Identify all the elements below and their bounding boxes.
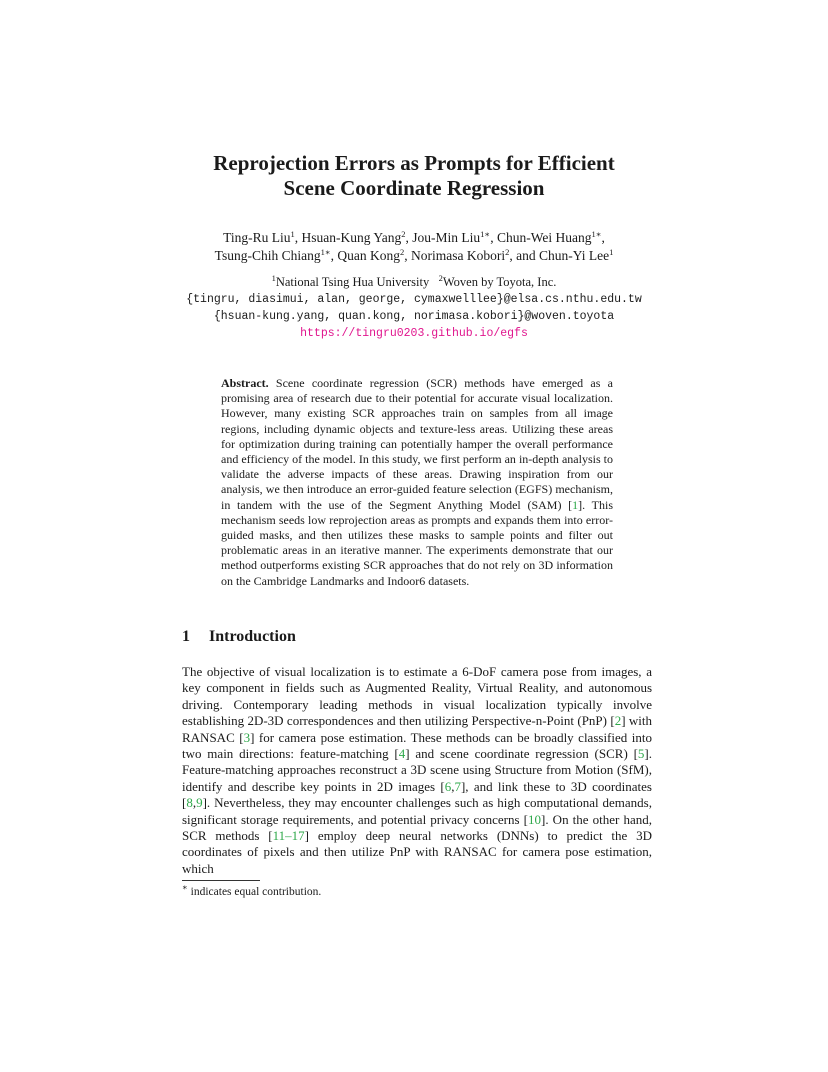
citation-link[interactable]: 10	[528, 811, 541, 827]
affiliation-mark: 2	[401, 229, 406, 239]
title-line-2: Scene Coordinate Regression	[283, 176, 545, 200]
affiliations-block	[0, 274, 828, 342]
affiliation-mark: 1	[290, 229, 295, 239]
project-url-link[interactable]: https://tingru0203.github.io/egfs	[300, 327, 528, 340]
footnote-divider	[182, 880, 260, 881]
email-line-1: {tingru, diasimui, alan, george, cymaxwelllee}@elsa.cs.nthu.edu.tw	[186, 293, 642, 306]
affiliation-name: Woven by Toyota, Inc.	[442, 275, 557, 289]
author-name: Tsung-Chih Chiang	[214, 248, 321, 263]
citation-link[interactable]: 3	[243, 729, 251, 745]
citation-link[interactable]: 7	[454, 778, 461, 794]
introduction-paragraph: The objective of visual localization is to estimate a 6-DoF camera pose from images, a key component in fields such as Augmented Reality, Virtual Reality, and autonomous driving. Contemporary leading methods in visual localization typically involve establishing 2D-3D correspondences and then utilizing Perspective-n-Point (PnP) [2] with RANSAC [3] for camera pose estimation. These methods can be broadly classified into two main directions: feature-matching [4] and scene coordinate regression (SCR) [5]. Feature-matching approaches reconstruct a 3D scene using Structure from Motion (SfM), identify and describe key points in 2D images [6,7], and link these to 3D coordinates [8,9]. Nevertheless, they may encounter challenges such as high computational demands, significant storage requirements, and potential privacy concerns [10]. On the other hand, SCR methods [11–17] employ deep neural networks (DNNs) to predict the 3D coordinates of pixels and then utilize PnP with RANSAC for camera pose estimation, which	[182, 664, 653, 876]
author-name: Quan Kong	[337, 248, 400, 263]
author-name: Jou-Min Liu	[412, 230, 481, 245]
citation-link[interactable]: 9	[196, 795, 203, 811]
abstract-label: Abstract.	[221, 376, 269, 390]
author-name: Chun-Yi Lee	[538, 248, 610, 263]
section-heading	[182, 628, 652, 646]
author-name: Chun-Wei Huang	[496, 230, 592, 245]
author-name: Norimasa Kobori	[410, 248, 506, 263]
footnote	[182, 882, 652, 900]
citation-link[interactable]: 4	[398, 746, 406, 762]
paper-title	[0, 151, 828, 201]
citation-link[interactable]: 6	[444, 778, 452, 794]
email-line-2: {hsuan-kung.yang, quan.kong, norimasa.kobori}@woven.toyota	[213, 310, 615, 323]
citation-link[interactable]: 11–17	[272, 828, 305, 844]
affiliation-mark: 2	[399, 247, 405, 257]
title-line-1: Reprojection Errors as Prompts for Efficient	[213, 151, 615, 175]
citation-link[interactable]: 5	[637, 746, 645, 762]
affiliation-name: National Tsing Hua University	[275, 275, 430, 289]
footnote-text: indicates equal contribution.	[190, 886, 322, 898]
section-number: 1	[182, 628, 190, 645]
affiliation-mark: 1∗	[591, 229, 602, 239]
section-title: Introduction	[209, 628, 296, 645]
author-name: Ting-Ru Liu	[223, 230, 291, 245]
citation-link[interactable]: 2	[614, 713, 622, 729]
author-line-2: Tsung-Chih Chiang$^{1∗}$, Quan Kong$^2$, Norimasa Kobori$^2$, and Chun-Yi Lee$^1$	[214, 247, 614, 263]
affiliation-mark: 2	[505, 247, 510, 257]
footnote-mark: ∗	[182, 882, 188, 892]
affiliations-line: $^1$National Tsing Hua University $^2$Woven by Toyota, Inc.	[271, 273, 557, 289]
abstract: Abstract. Scene coordinate regression (SCR) methods have emerged as a promising area of research due to their potential for accurate visual localization. However, many existing SCR approaches train on samples from all image regions, including dynamic objects and texture-less areas. Utilizing these areas for optimization during training can potentially hamper the overall performance and efficiency of the model. In this study, we first perform an in-depth analysis to validate the adverse impacts of these areas. Drawing inspiration from our analysis, we then introduce an error-guided feature selection (EGFS) mechanism, in tandem with the use of the Segment Anything Model (SAM) [1]. This mechanism seeds low reprojection areas as prompts and expands them into error-guided masks, and then utilizes these masks to sample points and filter out problematic areas in an iterative manner. The experiments demonstrate that our method outperforms existing SCR approaches that do not rely on 3D information on the Cambridge Landmarks and Indoor6 datasets.	[221, 376, 613, 588]
affiliation-mark: 1∗	[320, 247, 331, 257]
affiliation-mark: 1	[609, 247, 614, 257]
author-name: Hsuan-Kung Yang	[301, 230, 402, 245]
affiliation-mark: 1∗	[480, 229, 491, 239]
citation-link[interactable]: 8	[186, 795, 193, 811]
citation-link[interactable]: 1	[572, 497, 579, 512]
author-list	[0, 229, 828, 265]
author-line-1: Ting-Ru Liu$^1$, Hsuan-Kung Yang$^2$, Jou-Min Liu$^{1∗}$, Chun-Wei Huang$^{1∗}$,	[223, 229, 605, 245]
